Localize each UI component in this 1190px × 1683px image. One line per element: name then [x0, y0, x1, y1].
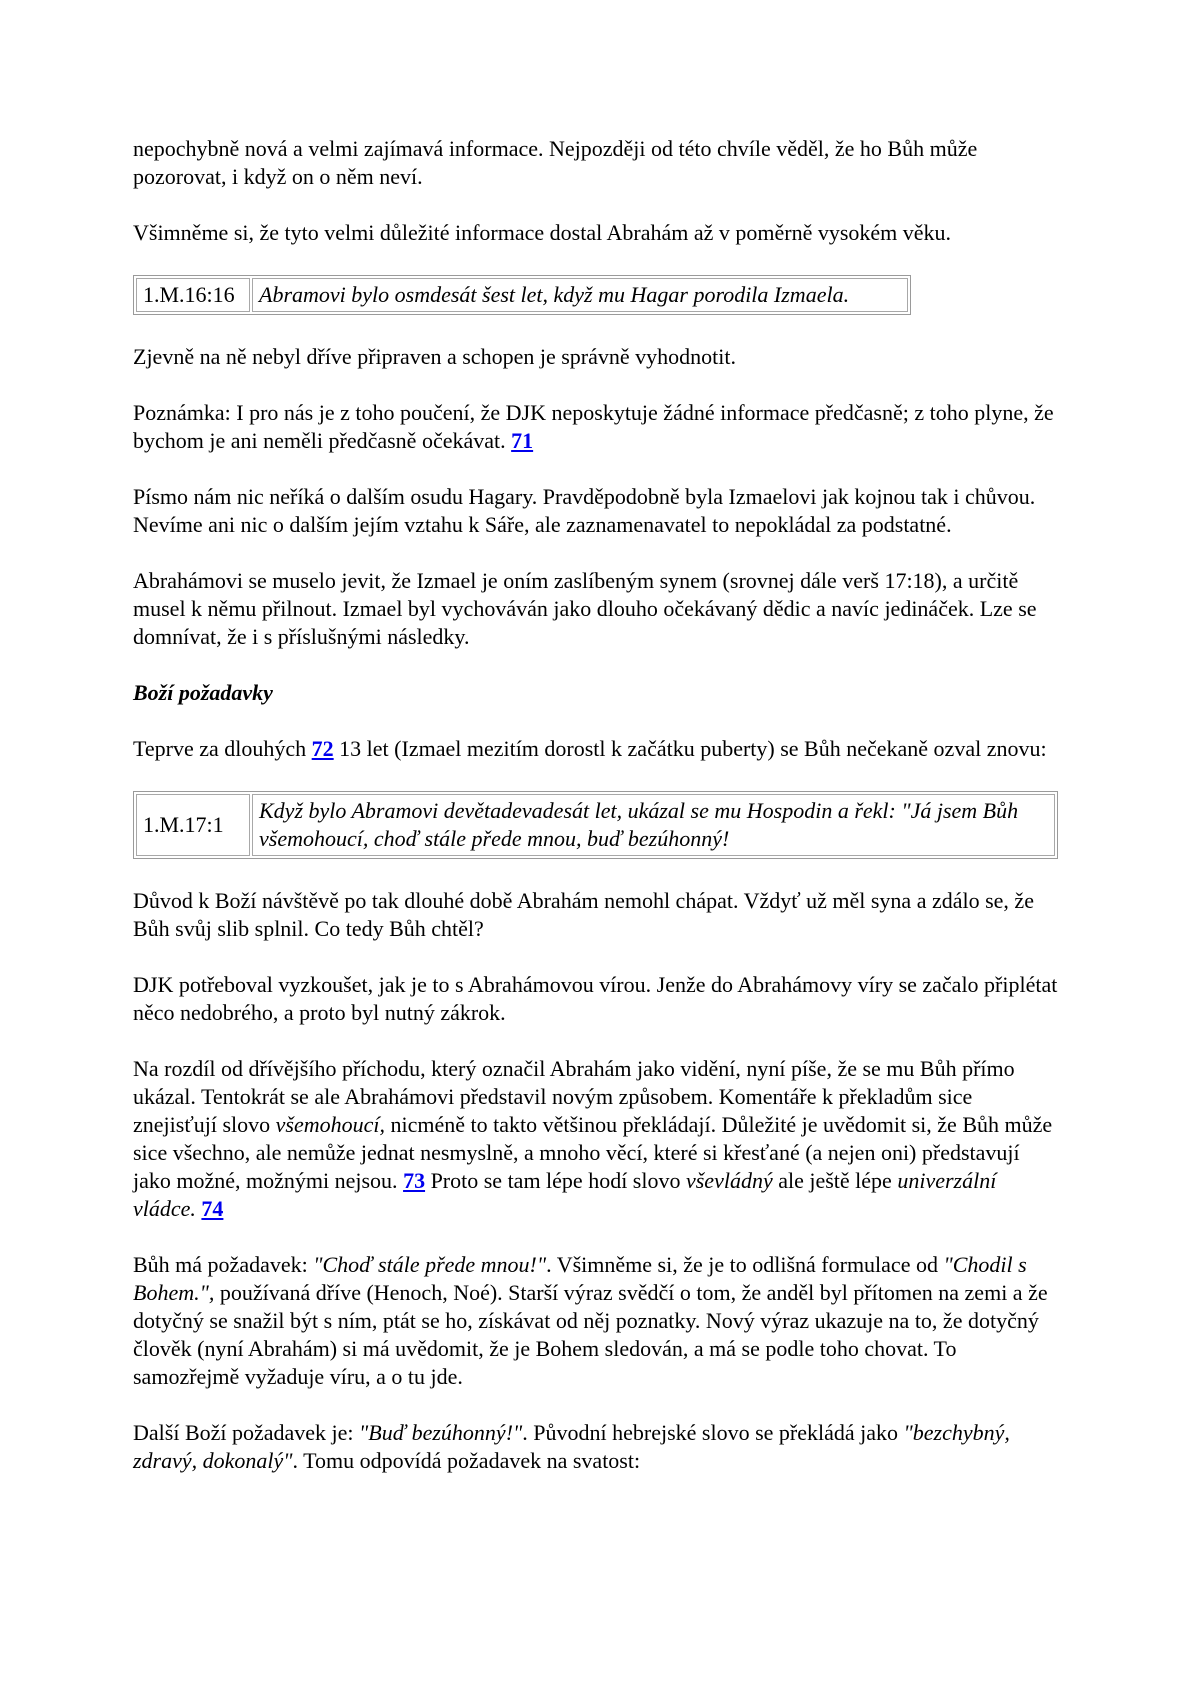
- text-run: Zjevně na ně nebyl dříve připraven a schopen je správně vyhodnotit.: [133, 344, 736, 369]
- verse-text: Když bylo Abramovi devětadevadesát let, ukázal se mu Hospodin a řekl: "Já jsem Bůh všemohoucí, choď stále přede mnou, buď bezúhonný!: [252, 794, 1055, 856]
- verse-text: Abramovi bylo osmdesát šest let, když mu Hagar porodila Izmaela.: [252, 278, 908, 312]
- paragraph-evaluation: [133, 343, 1058, 371]
- italic-run: "Chodil s Bohem.",: [133, 1252, 1027, 1305]
- text-run: DJK potřeboval vyzkoušet, jak je to s Abrahámovou vírou. Jenže do Abrahámovy víry se začalo připlétat něco nedobrého, a proto byl nutný zákrok.: [133, 972, 1058, 1025]
- verse-row: [136, 278, 908, 312]
- text-run: Abrahámovi se muselo jevit, že Izmael je oním zaslíbeným synem (srovnej dále verš 17:18), a určitě musel k němu přilnout. Izmael byl vychováván jako dlouho očekávaný dědic a navíc jedináček. Lze se domnívat, že i s příslušnými následky.: [133, 568, 1037, 649]
- italic-run: "Buď bezúhonný!": [359, 1420, 523, 1445]
- text-run: Písmo nám nic neříká o dalším osudu Hagary. Pravděpodobně byla Izmaelovi jak kojnou tak i chůvou. Nevíme ani nic o dalším jejím vztahu k Sáře, ale zaznamenavatel to nepokládal za podstatné.: [133, 484, 1036, 537]
- italic-run: "bezchybný, zdravý, dokonalý": [133, 1420, 1010, 1473]
- footnote-link-72[interactable]: 72: [311, 736, 334, 761]
- paragraph-almighty: [133, 1055, 1058, 1223]
- text-run: nicméně to takto většinou překládají. Důležité je uvědomit si, že Bůh může sice všechno, ale nemůže jednat nesmyslně, a mnoho věcí, které si křesťané (a nejen oni) představují jako možné, možnými nejsou.: [133, 1112, 1053, 1193]
- paragraph-be-blameless: [133, 1419, 1058, 1475]
- text-run: Na rozdíl od dřívějšího příchodu, který označil Abrahám jako vidění, nyní píše, že se mu Bůh přímo ukázal. Tentokrát se ale Abrahámovi představil novým způsobem. Komentáře k překladům sice znejisťují slovo: [133, 1056, 1015, 1137]
- paragraph-notice-age: [133, 219, 1058, 247]
- heading-gods-requirements: Boží požadavky: [133, 680, 273, 705]
- paragraph-note: [133, 399, 1058, 455]
- footnote-link-74[interactable]: 74: [201, 1196, 224, 1221]
- paragraph-faith-test: [133, 971, 1058, 1027]
- verse-reference: 1.M.16:16: [136, 278, 250, 312]
- text-run: Bůh má požadavek:: [133, 1252, 314, 1277]
- verse-reference: 1.M.17:1: [136, 794, 250, 856]
- text-run: ale ještě lépe: [772, 1168, 898, 1193]
- paragraph-abraham-izmael: [133, 567, 1058, 651]
- text-run: Důvod k Boží návštěvě po tak dlouhé době Abrahám nemohl chápat. Vždyť už měl syna a zdálo se, že Bůh svůj slib splnil. Co tedy Bůh chtěl?: [133, 888, 1034, 941]
- verse-table-1M16-16: [133, 275, 911, 315]
- text-run: . Tomu odpovídá požadavek na svatost:: [292, 1448, 641, 1473]
- footnote-link-71[interactable]: 71: [511, 428, 534, 453]
- text-run: 13 let (Izmael mezitím dorostl k začátku puberty) se Bůh nečekaně ozval znovu:: [333, 736, 1047, 761]
- text-run: Další Boží požadavek je:: [133, 1420, 360, 1445]
- text-run: . Původní hebrejské slovo se překládá jako: [522, 1420, 904, 1445]
- text-run: Poznámka: I pro nás je z toho poučení, že DJK neposkytuje žádné informace předčasně; z toho plyne, že bychom je ani neměli předčasně očekávat.: [133, 400, 1054, 453]
- text-run: používaná dříve (Henoch, Noé). Starší výraz svědčí o tom, že anděl byl přítomen na zemi a že dotyčný se snažil být s ním, ptát se ho, získávat od něj poznatky. Nový výraz ukazuje na to, že dotyčný člověk (nyní Abrahám) si má uvědomit, že je Bohem sledován, a má se podle toho chovat. To samozřejmě vyžaduje víru, a o tu jde.: [133, 1280, 1048, 1389]
- paragraph-visit-reason: [133, 887, 1058, 943]
- text-run: Proto se tam lépe hodí slovo: [425, 1168, 686, 1193]
- footnote-link-73[interactable]: 73: [403, 1168, 426, 1193]
- italic-run: vševládný: [685, 1168, 773, 1193]
- text-run: Teprve za dlouhých: [133, 736, 312, 761]
- verse-row: [136, 794, 1055, 856]
- verse-table-1M17-1: [133, 791, 1058, 859]
- paragraph-hagar-fate: [133, 483, 1058, 539]
- text-run: . Všimněme si, že je to odlišná formulace od: [546, 1252, 944, 1277]
- italic-run: "Choď stále přede mnou!": [313, 1252, 547, 1277]
- text-run: nepochybně nová a velmi zajímavá informace. Nejpozději od této chvíle věděl, že ho Bůh může pozorovat, i když on o něm neví.: [133, 136, 978, 189]
- text-run: Všimněme si, že tyto velmi důležité informace dostal Abrahám až v poměrně vysokém věku.: [133, 220, 952, 245]
- paragraph-intro: [133, 135, 1058, 191]
- italic-run: všemohoucí,: [275, 1112, 385, 1137]
- italic-run: univerzální vládce.: [133, 1168, 997, 1221]
- paragraph-walk-before-me: [133, 1251, 1058, 1391]
- paragraph-thirteen-years: [133, 735, 1058, 763]
